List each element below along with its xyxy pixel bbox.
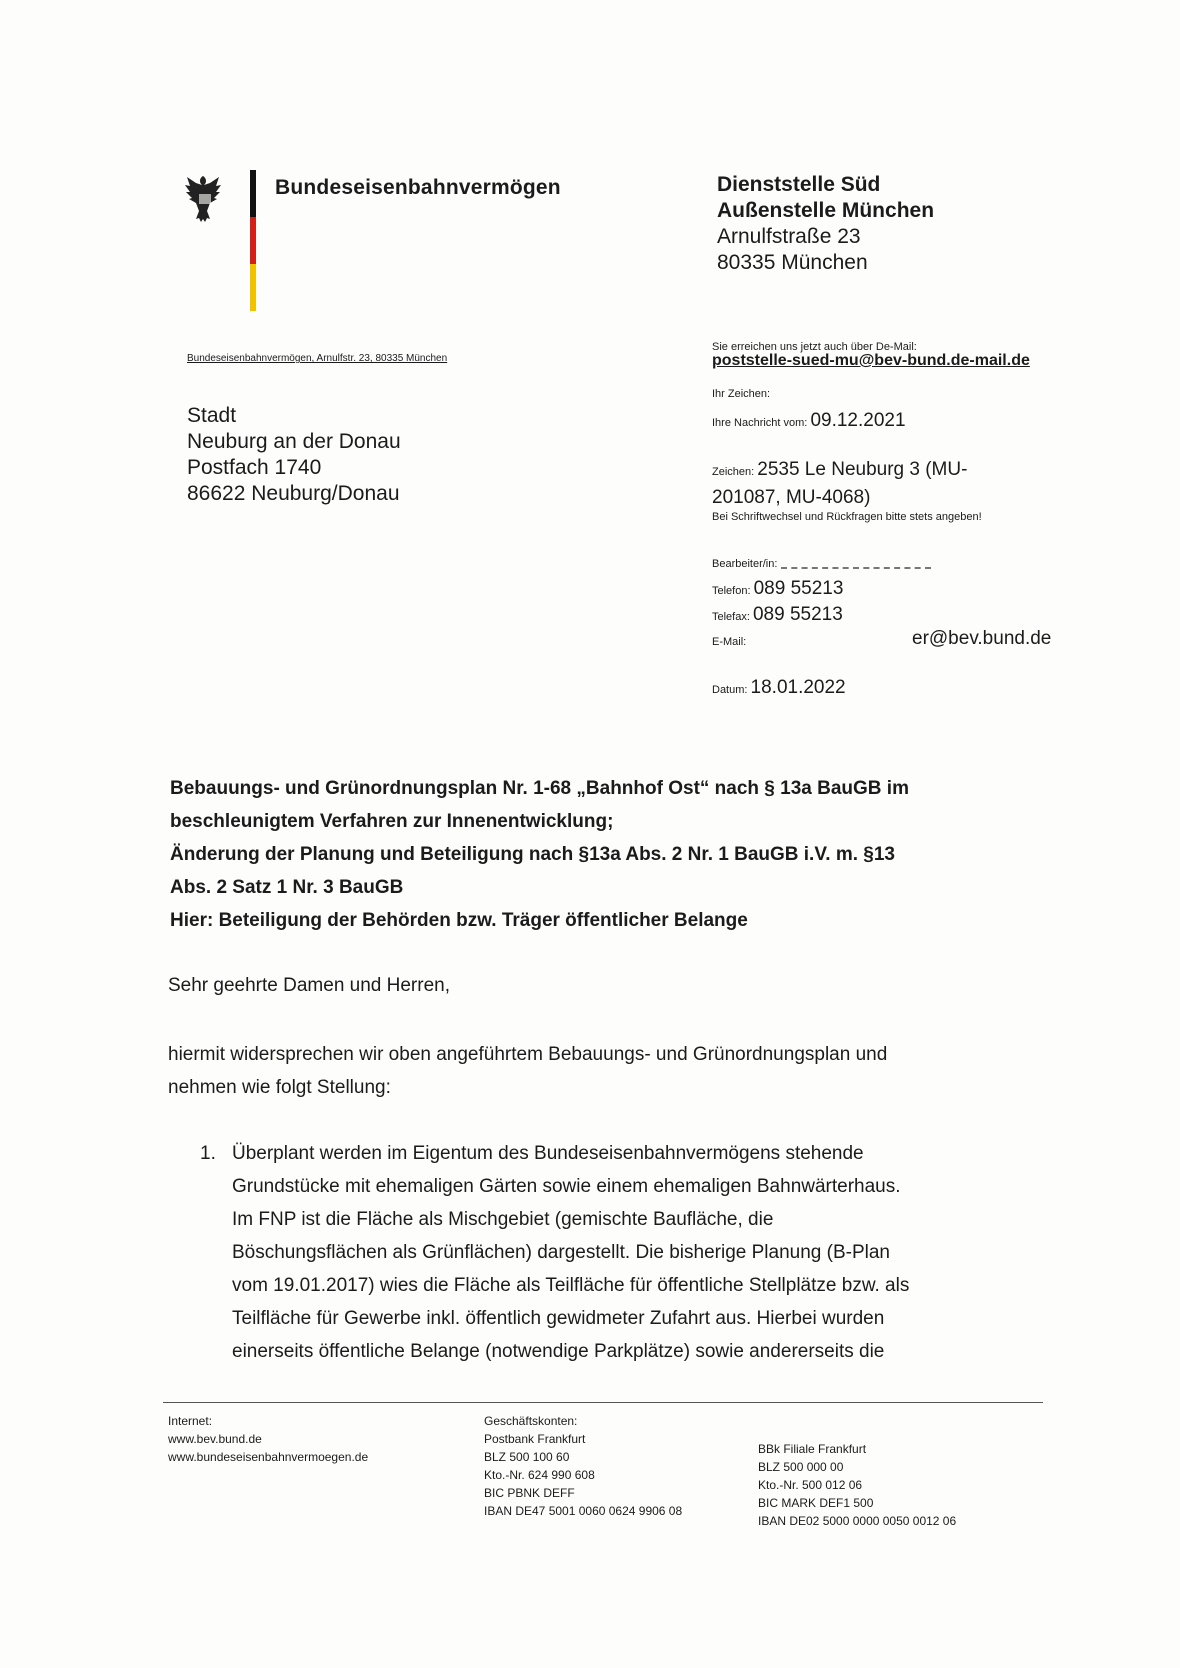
zeichen-value-2: 201087, MU-4068) — [712, 487, 871, 508]
ihre-nachricht-value: 09.12.2021 — [810, 410, 906, 431]
organization-name: Bundeseisenbahnvermögen — [275, 176, 561, 199]
bank1-iban: IBAN DE47 5001 0060 0624 9906 08 — [484, 1504, 683, 1518]
bank2-bic: BIC MARK DEF1 500 — [758, 1496, 874, 1510]
telefon-row — [712, 578, 843, 600]
point-line-1: Überplant werden im Eigentum des Bundeseisenbahnvermögens stehende — [232, 1143, 864, 1164]
footer-divider — [163, 1402, 1043, 1403]
telefax-row — [712, 604, 843, 626]
demail-address[interactable]: poststelle-sued-mu@bev-bund.de-mail.de — [712, 352, 1030, 369]
ihre-nachricht-label: Ihre Nachricht vom: — [712, 417, 808, 429]
zeichen-value-1: 2535 Le Neuburg 3 (MU- — [757, 459, 968, 480]
footer-konten-label: Geschäftskonten: — [484, 1414, 578, 1428]
subject-line-4: Abs. 2 Satz 1 Nr. 3 BauGB — [170, 877, 404, 898]
email-value[interactable]: er@bev.bund.de — [912, 628, 1052, 649]
subject-line-3: Änderung der Planung und Beteiligung nach §13a Abs. 2 Nr. 1 BauGB i.V. m. §13 — [170, 844, 895, 865]
recipient-line-3: Postfach 1740 — [187, 456, 322, 479]
ihr-zeichen-label: Ihr Zeichen: — [712, 388, 771, 400]
ihre-nachricht-row — [712, 410, 906, 432]
telefon-label: Telefon: — [712, 585, 751, 597]
footer-bank-1 — [484, 1412, 682, 1520]
zeichen-note: Bei Schriftwechsel und Rückfragen bitte stets angeben! — [712, 511, 982, 523]
recipient-address — [187, 403, 401, 507]
recipient-line-2: Neuburg an der Donau — [187, 430, 401, 453]
intro-line-2: nehmen wie folgt Stellung: — [168, 1077, 391, 1098]
intro-line-1: hiermit widersprechen wir oben angeführtem Bebauungs- und Grünordnungsplan und — [168, 1044, 888, 1065]
point-line-3: Im FNP ist die Fläche als Mischgebiet (gemischte Baufläche, die — [232, 1209, 774, 1230]
email-label: E-Mail: — [712, 636, 747, 648]
point-line-4: Böschungsflächen als Grünflächen) dargestellt. Die bisherige Planung (B-Plan — [232, 1242, 890, 1263]
federal-eagle-icon — [183, 172, 227, 224]
datum-value: 18.01.2022 — [750, 677, 846, 698]
office-street: Arnulfstraße 23 — [717, 225, 861, 248]
intro-paragraph — [168, 1038, 1048, 1104]
office-line-2: Außenstelle München — [717, 199, 935, 222]
office-line-1: Dienststelle Süd — [717, 173, 881, 196]
telefax-label: Telefax: — [712, 611, 750, 623]
flag-stripe — [250, 170, 256, 311]
flag-red-stripe — [250, 217, 256, 264]
bearbeiter-label: Bearbeiter/in: — [712, 558, 778, 570]
list-text — [232, 1137, 1032, 1368]
demail-block — [712, 340, 1030, 368]
recipient-line-1: Stadt — [187, 404, 237, 427]
bank1-kto: Kto.-Nr. 624 990 608 — [484, 1468, 595, 1482]
subject-line-1: Bebauungs- und Grünordnungsplan Nr. 1-68 „Bahnhof Ost“ nach § 13a BauGB im — [170, 778, 909, 799]
bank1-name: Postbank Frankfurt — [484, 1432, 586, 1446]
subject-line-5: Hier: Beteiligung der Behörden bzw. Träger öffentlicher Belange — [170, 910, 748, 931]
bank2-blz: BLZ 500 000 00 — [758, 1460, 844, 1474]
footer-bank-2 — [758, 1440, 956, 1530]
zeichen-label: Zeichen: — [712, 466, 755, 478]
bank1-blz: BLZ 500 100 60 — [484, 1450, 570, 1464]
zeichen-block — [712, 457, 967, 513]
telefon-value: 089 55213 — [753, 578, 844, 599]
datum-row — [712, 677, 846, 699]
sender-line: Bundeseisenbahnvermögen, Arnulfstr. 23, 80335 München — [187, 353, 448, 364]
bank2-iban: IBAN DE02 5000 0000 0050 0012 06 — [758, 1514, 957, 1528]
recipient-line-4: 86622 Neuburg/Donau — [187, 482, 400, 505]
flag-gold-stripe — [250, 264, 256, 311]
footer-internet — [168, 1412, 368, 1466]
footer-internet-label: Internet: — [168, 1414, 213, 1428]
subject — [170, 772, 1070, 937]
bank1-bic: BIC PBNK DEFF — [484, 1486, 575, 1500]
redacted-name — [781, 559, 931, 569]
salutation: Sehr geehrte Damen und Herren, — [168, 975, 450, 996]
footer-internet-link-1[interactable]: www.bev.bund.de — [168, 1432, 262, 1446]
datum-label: Datum: — [712, 684, 748, 696]
flag-black-stripe — [250, 170, 256, 217]
bearbeiter-row — [712, 558, 931, 570]
point-line-6: Teilfläche für Gewerbe inkl. öffentlich gewidmeter Zufahrt aus. Hierbei wurden — [232, 1308, 885, 1329]
footer-internet-link-2[interactable]: www.bundeseisenbahnvermoegen.de — [168, 1450, 369, 1464]
list-number: 1. — [200, 1143, 216, 1164]
point-line-5: vom 19.01.2017) wies die Fläche als Teilfläche für öffentliche Stellplätze bzw. als — [232, 1275, 910, 1296]
subject-line-2: beschleunigtem Verfahren zur Innenentwicklung; — [170, 811, 614, 832]
office-city: 80335 München — [717, 251, 868, 274]
office-address — [717, 172, 934, 276]
telefax-value: 089 55213 — [752, 604, 843, 625]
bank2-kto: Kto.-Nr. 500 012 06 — [758, 1478, 863, 1492]
point-line-7: einerseits öffentliche Belange (notwendige Parkplätze) sowie andererseits die — [232, 1341, 885, 1362]
point-line-2: Grundstücke mit ehemaligen Gärten sowie einem ehemaligen Bahnwärterhaus. — [232, 1176, 901, 1197]
bank2-name: BBk Filiale Frankfurt — [758, 1442, 867, 1456]
demail-label: Sie erreichen uns jetzt auch über De-Mail: — [712, 341, 917, 353]
